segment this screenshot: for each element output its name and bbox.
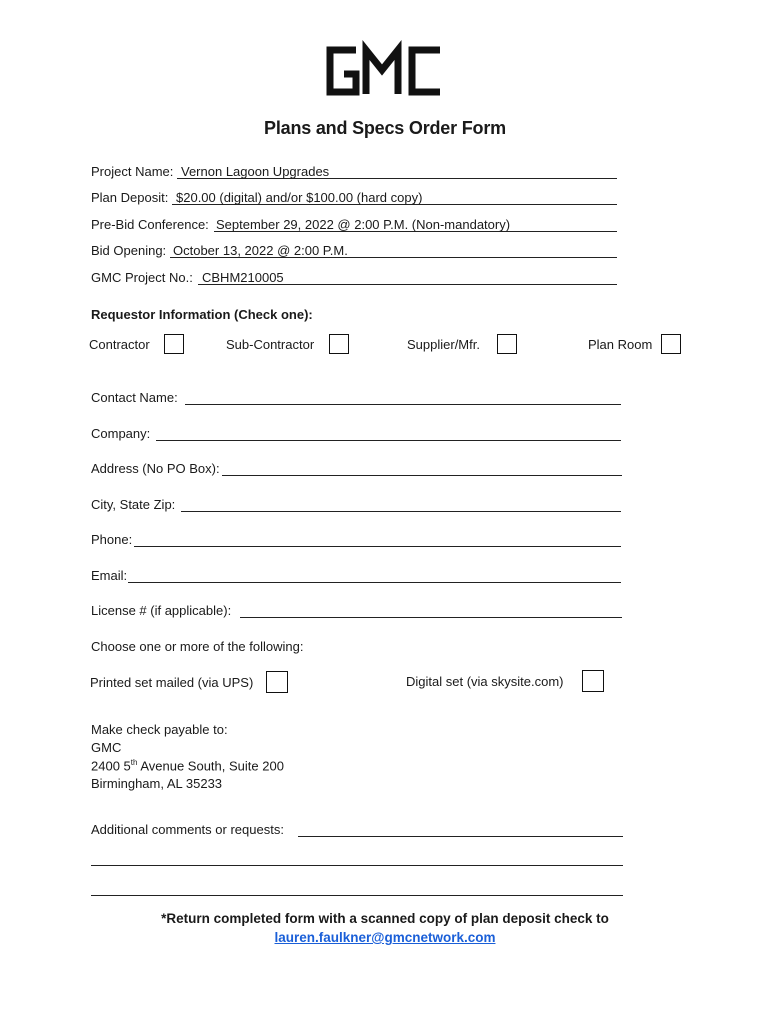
digital-set-label: Digital set (via skysite.com) [406,674,564,689]
comments-label: Additional comments or requests: [91,822,284,837]
gmc-logo [322,40,446,102]
printed-set-checkbox[interactable] [266,671,288,693]
email-field[interactable] [128,582,621,583]
option-planroom-label: Plan Room [588,337,653,352]
project-name-label: Project Name: [91,164,174,179]
address-label: Address (No PO Box): [91,461,220,476]
phone-field[interactable] [134,546,621,547]
plan-deposit-label: Plan Deposit: [91,190,169,205]
city-state-zip-field[interactable] [181,511,621,512]
option-contractor-label: Contractor [89,337,150,352]
contractor-checkbox[interactable] [164,334,184,354]
option-subcontractor-label: Sub-Contractor [226,337,315,352]
payable-name: GMC [91,740,122,755]
choose-heading: Choose one or more of the following: [91,639,304,654]
email-label: Email: [91,568,128,583]
subcontractor-checkbox[interactable] [329,334,349,354]
footer-email-row [0,930,770,945]
bid-opening-label: Bid Opening: [91,243,167,258]
bid-opening-value: October 13, 2022 @ 2:00 P.M. [173,243,348,258]
contact-name-label: Contact Name: [91,390,178,405]
contact-name-field[interactable] [185,404,621,405]
option-supplier-label: Supplier/Mfr. [407,337,480,352]
company-field[interactable] [156,440,621,441]
printed-set-label: Printed set mailed (via UPS) [90,675,254,690]
planroom-checkbox[interactable] [661,334,681,354]
prebid-value: September 29, 2022 @ 2:00 P.M. (Non-mandatory) [216,217,511,232]
digital-set-checkbox[interactable] [582,670,604,692]
license-field[interactable] [240,617,622,618]
comments-field-line-3[interactable] [91,895,623,896]
contact-email-link[interactable]: lauren.faulkner@gmcnetwork.com [274,930,496,945]
gmc-project-no-value: CBHM210005 [202,270,284,285]
footer-note: *Return completed form with a scanned copy of plan deposit check to [161,911,609,926]
company-label: Company: [91,426,151,441]
comments-field-line-2[interactable] [91,865,623,866]
page-title: Plans and Specs Order Form [264,118,506,138]
license-label: License # (if applicable): [91,603,232,618]
payable-city: Birmingham, AL 35233 [91,776,223,791]
city-state-zip-label: City, State Zip: [91,497,176,512]
phone-label: Phone: [91,532,133,547]
comments-field-line-1[interactable] [298,836,623,837]
payable-street: 2400 5th Avenue South, Suite 200 [91,758,284,774]
supplier-checkbox[interactable] [497,334,517,354]
requestor-heading: Requestor Information (Check one): [91,307,313,322]
address-field[interactable] [222,475,622,476]
payable-heading: Make check payable to: [91,722,228,737]
gmc-project-no-label: GMC Project No.: [91,270,193,285]
project-name-value: Vernon Lagoon Upgrades [181,164,330,179]
prebid-label: Pre-Bid Conference: [91,217,209,232]
plan-deposit-value: $20.00 (digital) and/or $100.00 (hard copy) [176,190,423,205]
